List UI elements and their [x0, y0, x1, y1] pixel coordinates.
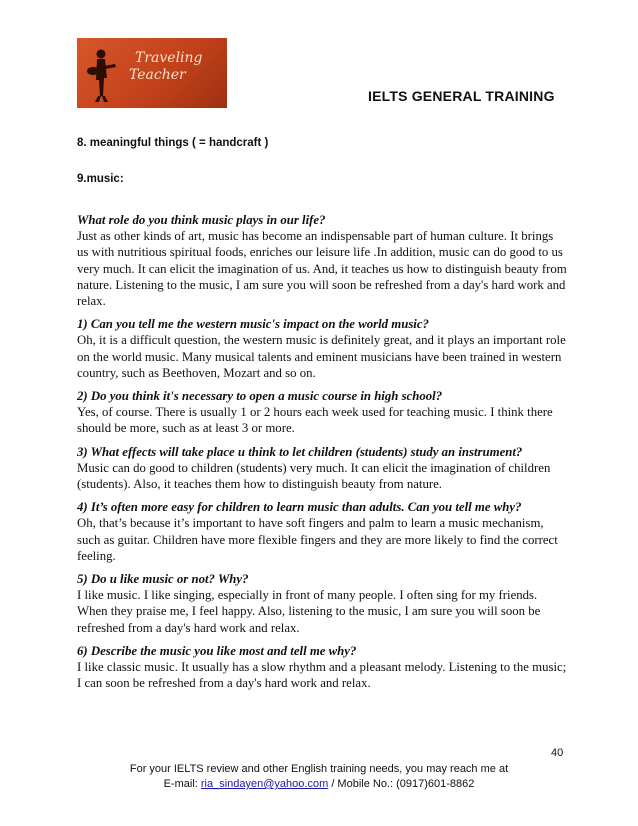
footer-email-link[interactable]: ria_sindayen@yahoo.com [200, 778, 329, 790]
qa-block [77, 388, 567, 437]
logo-text [125, 50, 203, 84]
answer: Oh, that’s because it’s important to have soft fingers and palm to learn a music mechanism, such as guitar. Children have more flexible fingers and they are more likely to find the correct feeling. [77, 516, 558, 563]
traveling-teacher-logo [77, 38, 227, 108]
logo-line-1: Traveling [135, 50, 203, 66]
qa-block [77, 643, 567, 692]
qa-block [77, 571, 567, 636]
qa-block [77, 499, 567, 564]
answer: I like music. I like singing, especially in front of many people. I often sing for my friends. When they praise me, I feel happy. Also, listening to the music, I am sure you will soon be refreshed from a day's hard work and relax. [77, 588, 541, 635]
logo-line-2: Teacher [129, 67, 186, 83]
qa-block [77, 444, 567, 493]
question: 4) It’s often more easy for children to learn music than adults. Can you tell me why? [77, 500, 522, 515]
question: 5) Do u like music or not? Why? [77, 572, 249, 587]
question: 1) Can you tell me the western music's impact on the world music? [77, 317, 429, 332]
qa-content [77, 212, 567, 698]
footer-email-prefix: E-mail: [163, 778, 198, 790]
question: What role do you think music plays in our life? [77, 213, 326, 227]
footer-line-2 [0, 778, 638, 790]
footer-line-1: For your IELTS review and other English training needs, you may reach me at [129, 763, 509, 775]
answer: Just as other kinds of art, music has become an indispensable part of human culture. It brings us with nutritious spiritual foods, enriches our leisure life .In addition, music can do good to us very much. It can elicit the imagination of us. And, it teaches us how to distinguish beauty from nature. Listening to the music, I am sure you will soon be refreshed from a day's hard work and relax. [77, 229, 567, 309]
question: 2) Do you think it's necessary to open a music course in high school? [77, 389, 443, 404]
page-header-title: IELTS GENERAL TRAINING [368, 88, 555, 104]
question: 6) Describe the music you like most and tell me why? [77, 643, 357, 658]
answer: Music can do good to children (students) very much. It can elicit the imagination of children (students). Also, it teaches them how to distinguish beauty from nature. [77, 460, 551, 492]
answer: Yes, of course. There is usually 1 or 2 hours each week used for teaching music. I think there should be more, such as at least 3 or more. [77, 405, 553, 436]
answer: I like classic music. It usually has a slow rhythm and a pleasant melody. Listening to the music; I can soon be refreshed from a day's hard work and relax. [77, 660, 567, 691]
answer: Oh, it is a difficult question, the western music is definitely great, and it plays an important role on the world music. Many musical talents and eminent musicians have been trained in western country, such as Beethoven, Mozart and so on. [77, 333, 566, 380]
footer-mobile: / Mobile No.: (0917)601-8862 [331, 778, 475, 790]
qa-block [77, 316, 567, 381]
question: 3) What effects will take place u think to let children (students) study an instrument? [77, 444, 523, 459]
section-heading-handcraft: 8. meaningful things ( = handcraft ) [77, 137, 269, 149]
section-heading-music: 9.music: [77, 173, 124, 185]
page-number: 40 [551, 747, 564, 759]
qa-block [77, 212, 567, 309]
